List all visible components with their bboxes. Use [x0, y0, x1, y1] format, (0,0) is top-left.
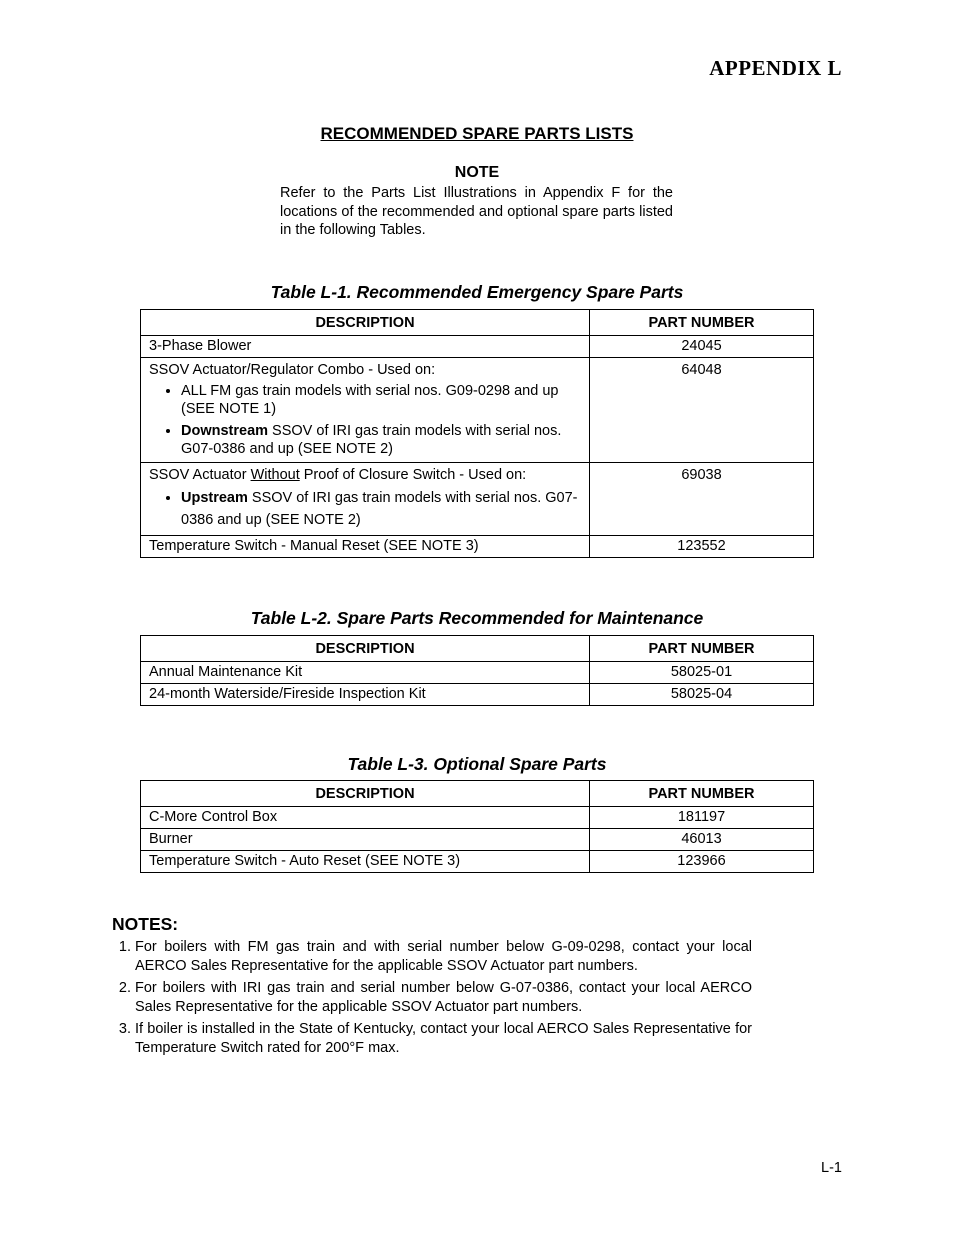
note-heading: NOTE [454, 164, 500, 181]
list-item: 1. For boilers with FM gas train and with serial number below G-09-0298, contact your local AERCO Sales Representative for the applicable SSOV Actuator part numbers. [135, 938, 752, 975]
part-number-cell: 58025-01 [590, 662, 814, 684]
row-description: SSOV Actuator/Regulator Combo - Used on: [149, 362, 436, 378]
table-row [141, 463, 814, 536]
bullet-list [149, 487, 581, 531]
table-row [141, 336, 814, 358]
column-header-part-number: PART NUMBER [590, 636, 814, 662]
table-header-row [141, 781, 814, 807]
page-number: L-1 [821, 1160, 842, 1176]
table-l2-caption: Table L-2. Spare Parts Recommended for Maintenance [250, 608, 704, 628]
description-cell: Burner [141, 829, 590, 851]
table-l3 [140, 780, 814, 873]
column-header-part-number: PART NUMBER [590, 310, 814, 336]
part-number-cell: 24045 [590, 336, 814, 358]
column-header-description: DESCRIPTION [141, 310, 590, 336]
bullet-bold-text: Downstream [181, 423, 269, 439]
list-item [181, 382, 581, 418]
part-number-cell: 58025-04 [590, 684, 814, 706]
table-header-row [141, 636, 814, 662]
description-text: SSOV Actuator [149, 467, 251, 483]
table-l1-caption: Table L-1. Recommended Emergency Spare Parts [270, 282, 684, 302]
bullet-list [149, 382, 581, 458]
description-text: Proof of Closure Switch - Used on: [299, 467, 527, 483]
part-number-cell [590, 463, 814, 536]
table-row [141, 829, 814, 851]
part-number-cell: 123966 [590, 851, 814, 873]
part-number: 69038 [681, 467, 722, 483]
part-number-cell: 46013 [590, 829, 814, 851]
description-cell: 3-Phase Blower [141, 336, 590, 358]
notes-heading: NOTES: [112, 914, 179, 934]
table-row [141, 536, 814, 558]
part-number-cell: 181197 [590, 807, 814, 829]
part-number-cell: 123552 [590, 536, 814, 558]
table-l1 [140, 309, 814, 558]
bullet-text: SSOV of IRI gas train models with serial nos. G07-0386 and up (SEE NOTE 2) [181, 423, 562, 457]
appendix-heading: APPENDIX L [709, 56, 842, 80]
description-cell: Temperature Switch - Auto Reset (SEE NOTE 3) [141, 851, 590, 873]
bullet-text: ALL FM gas train models with serial nos. G09-0298 and up (SEE NOTE 1) [181, 383, 559, 417]
list-item [181, 422, 581, 458]
description-cell: Temperature Switch - Manual Reset (SEE NOTE 3) [141, 536, 590, 558]
list-item [181, 487, 581, 531]
note-body: Refer to the Parts List Illustrations in Appendix F for the locations of the recommended and optional spare parts listed in the following Tables. [280, 185, 673, 238]
description-underlined-text: Without [250, 467, 300, 483]
page-title: RECOMMENDED SPARE PARTS LISTS [320, 124, 634, 143]
bullet-bold-text: Upstream [181, 490, 248, 506]
table-header-row [141, 310, 814, 336]
bullet-text: SSOV of IRI gas train models with serial nos. G07-0386 and up (SEE NOTE 2) [181, 490, 578, 528]
table-row [141, 851, 814, 873]
notes-list [112, 938, 752, 1061]
table-l2 [140, 635, 814, 706]
description-cell: 24-month Waterside/Fireside Inspection Kit [141, 684, 590, 706]
column-header-part-number: PART NUMBER [590, 781, 814, 807]
description-cell [141, 463, 590, 536]
table-row [141, 662, 814, 684]
description-cell: Annual Maintenance Kit [141, 662, 590, 684]
table-row [141, 684, 814, 706]
table-row [141, 358, 814, 463]
column-header-description: DESCRIPTION [141, 781, 590, 807]
column-header-description: DESCRIPTION [141, 636, 590, 662]
table-row [141, 807, 814, 829]
part-number-cell [590, 358, 814, 463]
description-cell: C-More Control Box [141, 807, 590, 829]
list-item: 2. For boilers with IRI gas train and serial number below G-07-0386, contact your local AERCO Sales Representative for the applicable SSOV Actuator part numbers. [135, 979, 752, 1016]
description-cell [141, 358, 590, 463]
row-description [149, 463, 581, 485]
list-item: 3. If boiler is installed in the State of Kentucky, contact your local AERCO Sales Representative for Temperature Switch rated for 200°F max. [135, 1020, 752, 1057]
part-number: 64048 [681, 362, 722, 378]
table-l3-caption: Table L-3. Optional Spare Parts [347, 754, 607, 774]
